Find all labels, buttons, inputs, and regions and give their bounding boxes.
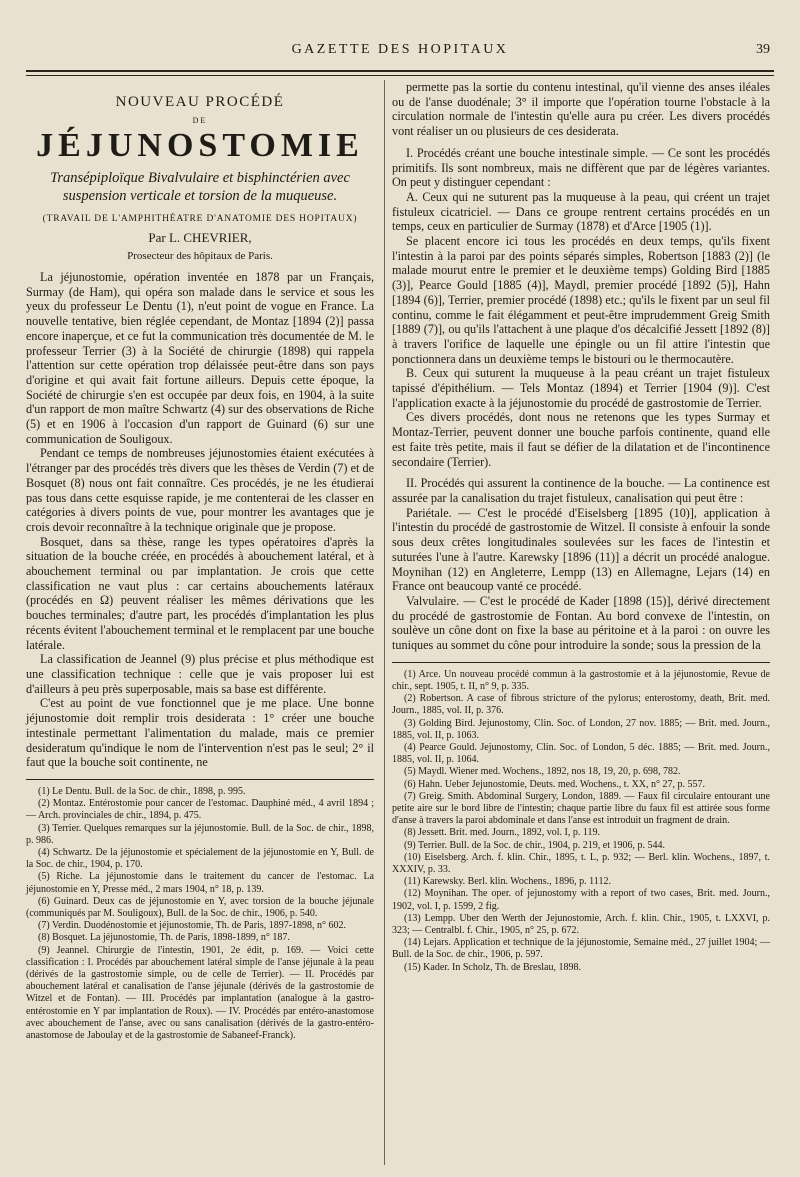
right-footnotes bbox=[392, 669, 770, 974]
body-paragraph: B. Ceux qui suturent la muqueuse à la peau créant un trajet fistuleux tapissé d'épithélium. — Tels Montaz (1894) et Terrier [1904 (9)]. C'est l'application exacte à la jéjunostomie du procédé de gastrostomie de Terrier. bbox=[392, 366, 770, 410]
footnote: (1) Arce. Un nouveau procédé commun à la gastrostomie et à la jéjunostomie, Revue de chir., sept. 1905, t. II, n° 9, p. 335. bbox=[392, 668, 770, 692]
header-rule bbox=[26, 70, 774, 72]
section-paragraph: I. Procédés créant une bouche intestinale simple. — Ce sont les procédés primitifs. Ils sont nombreux, mais ne diffèrent que par de légères variantes. On peut y distinguer cependant : bbox=[392, 145, 770, 190]
article-title-line1: NOUVEAU PROCÉDÉ bbox=[115, 94, 285, 110]
article-subtitle: Transépiploïque Bivalvulaire et bisphinctérien avec suspension verticale et torsion de la muqueuse. bbox=[50, 170, 350, 204]
footnote: (9) Terrier. Bull. de la Soc. de chir., 1904, p. 219, et 1906, p. 544. bbox=[404, 839, 666, 851]
footnotes-rule bbox=[392, 662, 770, 663]
footnote: (2) Robertson. A case of fibrous stricture of the pylorus; enterostomy, death, Brit. med. Journ., 1885, vol. II, p. 376. bbox=[392, 693, 770, 717]
footnote: (15) Kader. In Scholz, Th. de Breslau, 1898. bbox=[404, 961, 581, 973]
left-column bbox=[26, 80, 374, 1042]
article-title-de: DE bbox=[192, 116, 208, 125]
header-rule-thin bbox=[26, 75, 774, 76]
left-footnotes bbox=[26, 786, 374, 1042]
footnote: (7) Verdin. Duodénostomie et jéjunostomie, Th. de Paris, 1897-1898, n° 602. bbox=[38, 920, 347, 932]
article-affiliation: (TRAVAIL DE L'AMPHITHÉATRE D'ANATOMIE DES HOPITAUX) bbox=[42, 214, 358, 224]
footnote: (6) Hahn. Ueber Jejunostomie, Deuts. med. Wochens., t. XX, n° 27, p. 557. bbox=[404, 778, 706, 790]
body-paragraph: Se placent encore ici tous les procédés en deux temps, qu'ils fixent l'intestin à la paroi par des points séparés simples, Robertson [1883 (2)] (le malade mourut entre le premier et le deuxième temps) Golding Bird [1885 (3)], Pearce Gould [1885 (4)], Maydl, premier procédé [1892 (5)], Hahn [1894 (6)], Terrier, premier procédé (1898) etc.; qu'ils le fixent par un seul fil continu, comme le fait élégamment et peut-être imprudemment Greig Smith [1889 (7)], ou qu'ils l'attachent à une plaque d'os décalcifié Jessett [1892 (8)] à travers l'orifice de laquelle une épingle ou un fil attire l'intestin que ponctionnera dans un deuxième temps le bistouri ou le thermocautère. bbox=[392, 234, 770, 366]
footnote: (4) Schwartz. De la jéjunostomie et spécialement de la jéjunostomie en Y, Bull. de la Soc. de chir., 1904, p. 170. bbox=[26, 846, 374, 871]
footnote: (5) Maydl. Wiener med. Wochens., 1892, nos 18, 19, 20, p. 698, 782. bbox=[404, 766, 681, 778]
running-header: GAZETTE DES HOPITAUX bbox=[291, 42, 509, 57]
footnote: (14) Lejars. Application et technique de la jéjunostomie, Semaine méd., 27 juillet 1904; — Bull. de la Soc. de chir., 1906, p. 597. bbox=[392, 937, 770, 961]
body-paragraph: Pendant ce temps de nombreuses jéjunostomies étaient exécutées à l'étranger par des procédés très divers que les thèses de Verdin (7) et de Bosquet (8) nous ont fait connaître. Ces procédés, je ne les étudierai pas tous dans cette esquisse rapide, je me contenterai de les classer en catégories à divers points de vue, pour montrer les avantages que je crois devoir reconnaître à la technique originale que je propose. bbox=[26, 446, 374, 534]
body-paragraph: La jéjunostomie, opération inventée en 1878 par un Français, Surmay (de Ham), qui opéra son malade dans le service et sous les yeux du professeur Le Dentu (1), n'eut point de vogue en France. La nouvelle tentative, bien réglée cependant, de Montaz [1894 (2)] passa encore inaperçue, et ce fut la communication très documentée de M. le professeur Terrier (3) à la Société de chirurgie (1898) qui rappela l'attention sur cette opération trop délaissée peut-être dans son pays d'origine et qui avait fait fortune ailleurs. Depuis cette époque, la Société de chirurgie s'en est occupée par deux fois, en 1904, à la suite d'un rapport de mon maître Schwartz (4) sur des observations de Riche (5) et en 1906 à l'occasion d'un rapport de Guinard (6) sur une communication de Souligoux. bbox=[26, 270, 374, 446]
footnote: (3) Golding Bird. Jejunostomy, Clin. Soc. of London, 27 nov. 1885; — Brit. med. Journ., 1885, vol. II, p. 1063. bbox=[392, 717, 770, 741]
footnote: (5) Riche. La jéjunostomie dans le traitement du cancer de l'estomac. La jéjunostomie en Y, Presse méd., 2 mars 1904, n° 18, p. 139. bbox=[26, 871, 374, 895]
footnote: (4) Pearce Gould. Jejunostomy, Clin. Soc. of London, 5 déc. 1885; — Brit. med. Journ., 1885, vol. II, p. 1064. bbox=[392, 741, 770, 766]
footnote: (11) Karewsky. Berl. klin. Wochens., 1896, p. 1112. bbox=[404, 876, 611, 888]
footnote: (3) Terrier. Quelques remarques sur la jéjunostomie. Bull. de la Soc. de chir., 1898, p. 986. bbox=[26, 822, 374, 846]
footnote: (2) Montaz. Entérostomie pour cancer de l'estomac. Dauphiné méd., 4 avril 1894 ; — Arch. provinciales de chir., 1894, p. 475. bbox=[26, 798, 374, 822]
right-column bbox=[392, 80, 770, 974]
body-paragraph: Ces divers procédés, dont nous ne retenons que les types Surmay et Montaz-Terrier, peuvent donner une bouche parfois continente, quand elle est faite très petite, mais il faut se défier de la dilatation et de l'incontinence secondaire (Terrier). bbox=[392, 410, 770, 469]
footnote: (7) Greig. Smith. Abdominal Surgery, London, 1889. — Faux fil circulaire entourant une petite aire sur le bord libre de l'intestin; chaque partie libre du faux fil est attirée sous forme d'anse à travers la paroi abdominale et dans l'anse est introduit un fragment de drain. bbox=[392, 790, 770, 827]
footnote: (6) Guinard. Deux cas de jéjunostomie en Y, avec torsion de la bouche jéjunale (communiqués par M. Souligoux), Bull. de la Soc. de chir., 1906, p. 540. bbox=[26, 895, 374, 919]
article-title-main: JÉJUNOSTOMIE bbox=[36, 127, 364, 164]
page-number: 39 bbox=[756, 42, 770, 57]
column-divider bbox=[384, 80, 385, 1165]
footnote: (10) Eiselsberg. Arch. f. klin. Chir., 1895, t. L, p. 932; — Berl. klin. Wochens., 1897, t. XXXIV, p. 33. bbox=[392, 851, 770, 875]
footnote: (9) Jeannel. Chirurgie de l'intestin, 1901, 2e édit, p. 169. — Voici cette classification : I. Procédés par abouchement latéral simple de l'anse jéjunale à la peau (dérivés de la gastrostomie simple, ou de celle de Terrier). — II. Procédés par abouchement latéral et canalisation de l'anse jéjunale (dérivés de la gastrostomie de Witzel et de Fontan). — III. Procédés par implantation (analogue à la gastro-entérostomie en Y par implantation de Roux). — IV. Procédés par entéro-anastomose avec abouchement de l'anse, avec ou sans canalisation (dérivés de la gastro-entéro-anastomose de Jaboulay et de la gastrostomie de Sabaneef-Franck). bbox=[26, 944, 374, 1041]
body-paragraph: Pariétale. — C'est le procédé d'Eiselsberg [1895 (10)], application à l'intestin du procédé de gastrostomie de Witzel. Il consiste à enfouir la sonde sous deux crêtes longitudinales soulevées sur les faces de l'intestin et suturées l'une à l'autre. Karewsky [1896 (11)] a décrit un procédé analogue. Moynihan (12) en Angleterre, Lempp (13) en Allemagne, Lejars (14) en France ont beaucoup vanté ce procédé. bbox=[392, 505, 770, 594]
article-author-title: Prosecteur des hôpitaux de Paris. bbox=[127, 250, 273, 262]
section-paragraph: II. Procédés qui assurent la continence de la bouche. — La continence est assurée par la canalisation du trajet fistuleux, canalisation qui peut être : bbox=[392, 476, 770, 505]
footnote: (8) Jessett. Brit. med. Journ., 1892, vol. I, p. 119. bbox=[404, 827, 601, 839]
body-paragraph: C'est au point de vue fonctionnel que je me place. Une bonne jéjunostomie doit remplir trois desiderata : 1° créer une bouche intestinale permettant l'alimentation du malade, mais ce premier desideratum qu'indique le nom de l'intervention n'est pas le seul; 2° il faut que la bouche soit continente, ne bbox=[26, 696, 374, 770]
article-author: Par L. CHEVRIER, bbox=[148, 230, 252, 245]
body-paragraph: permette pas la sortie du contenu intestinal, qu'il vienne des anses iléales ou de l'anse duodénale; 3° il importe que l'opération tourne l'obstacle à la circulation normale de l'intestin qu'elle aura pu créer. Les divers procédés vont réaliser un ou plusieurs de ces desiderata. bbox=[392, 80, 770, 139]
body-paragraph: Valvulaire. — C'est le procédé de Kader [1898 (15)], dérivé directement du procédé de gastrostomie de Fontan. Au bord convexe de l'intestin, on soulève un cône dont on fixe la base au péritoine et à la paroi : on ouvre les tuniques au sommet du cône pour introduire la sonde; sous la pression de la bbox=[392, 593, 770, 653]
footnote: (1) Le Dentu. Bull. de la Soc. de chir., 1898, p. 995. bbox=[38, 785, 246, 797]
body-paragraph: A. Ceux qui ne suturent pas la muqueuse à la peau, qui créent un trajet fistuleux cicatriciel. — Dans ce groupe rentrent certains procédés en un temps, ceux en particulier de Surmay (1878) et d'Arce [1905 (1)]. bbox=[392, 189, 770, 234]
footnotes-rule bbox=[26, 779, 374, 780]
footnote: (8) Bosquet. La jéjunostomie, Th. de Paris, 1898-1899, n° 187. bbox=[38, 932, 290, 944]
footnote: (12) Moynihan. The oper. of jejunostomy with a report of two cases, Brit. med. Journ., 1902, vol. I, p. 1599, 2 fig. bbox=[392, 888, 770, 912]
body-paragraph: Bosquet, dans sa thèse, range les types opératoires d'après la situation de la bouche créée, en procédés à abouchement latéral, et à abouchement terminal ou par implantation. Je crois que cette classification ne vaut plus : car certains abouchements latéraux (procédés en Ω) peuvent réaliser les mêmes dérivations que les bouches terminales; d'autre part, les procédés d'implantation les plus récents évitent l'abouchement terminal et le remplacent par une bouche latérale. bbox=[26, 534, 374, 652]
footnote: (13) Lempp. Uber den Werth der Jejunostomie, Arch. f. klin. Chir., 1905, t. LXXVI, p. 323; — Centralbl. f. Chir., 1905, n° 25, p. 672. bbox=[392, 912, 770, 936]
body-paragraph: La classification de Jeannel (9) plus précise et plus méthodique est une classification technique : celle que je vais proposer lui est d'ailleurs à peu près superposable, mais sa base est différente. bbox=[26, 652, 374, 696]
